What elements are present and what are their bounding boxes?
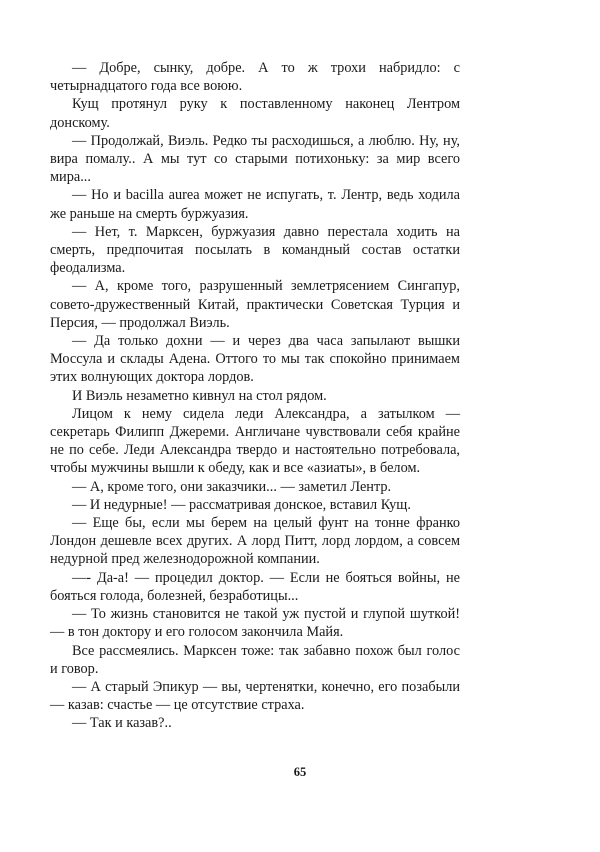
paragraph: — Так и казав?.. <box>72 715 172 732</box>
paragraph: — Еще бы, если мы берем на целый фунт на тонне франко Лондон дешевле всех других. А лорд Питт, лорд лордом, а совсем недурной пред железнодорожной компании. <box>50 515 460 568</box>
paragraph: И Виэль незаметно кивнул на стол рядом. <box>72 387 327 404</box>
paragraph: — А, кроме того, они заказчики... — заметил Лентр. <box>72 478 392 495</box>
body-text <box>50 59 460 733</box>
paragraph: Кущ протянул руку к поставленному наконец Лентром донскому. <box>50 96 460 131</box>
paragraph: Все рассмеялись. Марксен тоже: так забавно похож был голос и говор. <box>50 642 460 677</box>
paragraph: — Нет, т. Марксен, буржуазия давно перестала ходить на смерть, предпочитая посылать в командный состав остатки феодализма. <box>50 223 460 277</box>
paragraph: — Да только дохни — и через два часа запылают вышки Моссула и склады Адена. Оттого то мы так спокойно принимаем этих волнующих доктора лордов. <box>50 333 460 386</box>
page-number: 65 <box>293 765 307 779</box>
paragraph: — И недурные! — рассматривая донское, вставил Кущ. <box>72 496 411 513</box>
paragraph: — А, кроме того, разрушенный землетрясением Сингапур, совето-дружественный Китай, практически Советская Турция и Персия, — продолжал Виэль. <box>50 278 460 331</box>
paragraph: — Но и bacilla aurea может не испугать, т. Лентр, ведь ходила же раньше на смерть буржуазия. <box>50 187 460 222</box>
paragraph: — То жизнь становится не такой уж пустой и глупой шуткой! — в тон доктору и его голосом закончила Майя. <box>50 606 460 641</box>
paragraph: —- Да-а! — процедил доктор. — Если не бояться войны, не бояться голода, болезней, безработицы... <box>50 569 460 604</box>
paragraph: Лицом к нему сидела леди Александра, а затылком — секретарь Филипп Джереми. Англичане чувствовали себя крайне не по себе. Леди Александра твердо и настоятельно потребовала, чтобы мужчины вышли к обеду, как и все «азиаты», в белом. <box>50 405 460 477</box>
paragraph: — Продолжай, Виэль. Редко ты расходишься, а люблю. Ну, ну, вира помалу.. А мы тут со старыми потихоньку: за мир всего мира... <box>50 132 460 186</box>
paragraph: — Добре, сынку, добре. А то ж трохи набридло: с четырнадцатого года все воюю. <box>50 60 460 95</box>
paragraph: — А старый Эпикур — вы, чертенятки, конечно, его позабыли — казав: счастье — це отсутствие страха. <box>50 678 460 714</box>
